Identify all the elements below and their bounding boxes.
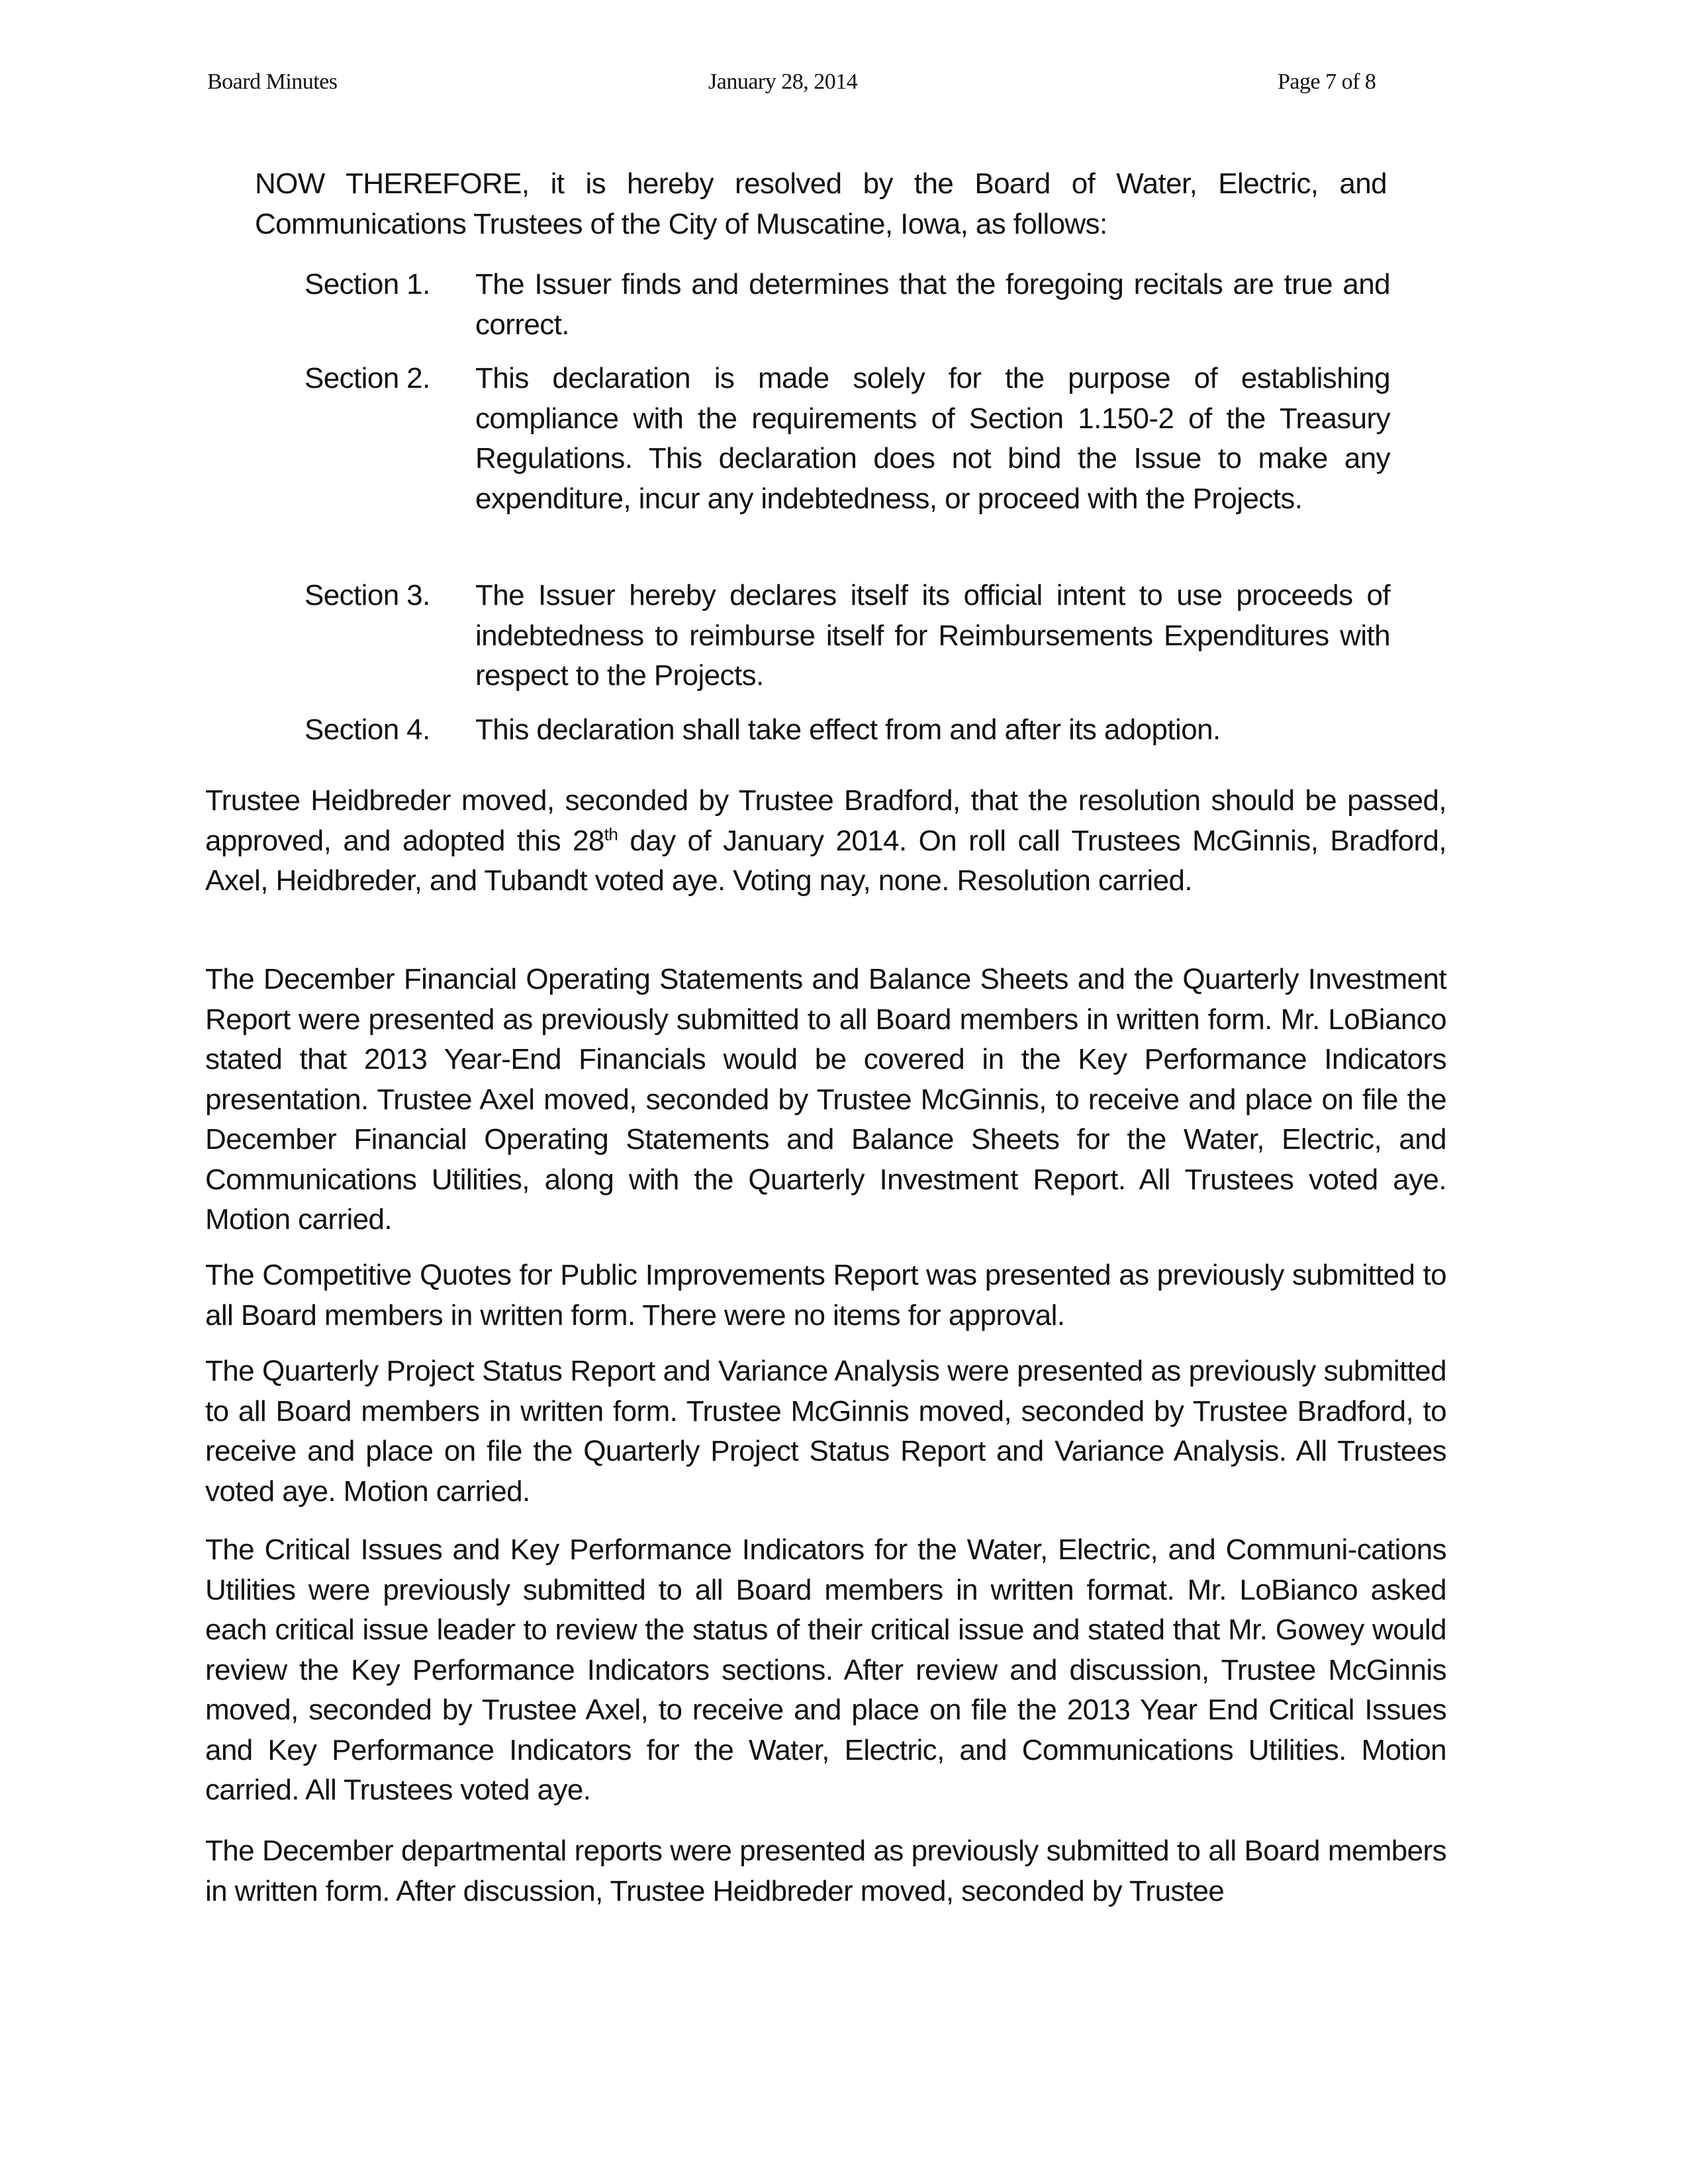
section-label: Section 1. [305,268,430,300]
section-label: Section 3. [305,579,430,612]
financial-statements-paragraph: The December Financial Operating Statements and Balance Sheets and the Quarterly Investment Report were presented as previously submitted to all Board members in written form. Mr. LoBianco stated that 2013 Year-End Financials would be covered in the Key Performance Indicators presentation. Trustee Axel moved, seconded by Trustee McGinnis, to receive and place on file the December Financial Operating Statements and Balance Sheets for the Water, Electric, and Communications Utilities, along with the Quarterly Investment Report. All Trustees voted aye. Motion carried. [205,963,1446,1236]
header-page-number: Page 7 of 8 [1278,69,1376,94]
critical-issues-paragraph: The Critical Issues and Key Performance Indicators for the Water, Electric, and Communi-cations Utilities were previously submitted to all Board members in written format. Mr. LoBianco asked each critical issue leader to review the status of their critical issue and stated that Mr. Gowey would review the Key Performance Indicators sections. After review and discussion, Trustee McGinnis moved, seconded by Trustee Axel, to receive and place on file the 2013 Year End Critical Issues and Key Performance Indicators for the Water, Electric, and Communications Utilities. Motion carried. All Trustees voted aye. [205,1533,1446,1806]
ordinal-suffix: th [604,823,618,844]
section-text: This declaration is made solely for the purpose of establishing compliance with the requirements of Section 1.150-2 of the Treasury Regulations. This declaration does not bind the Issue to make any expenditure, incur any indebtedness, or proceed with the Projects. [475,362,1390,515]
section-text: The Issuer finds and determines that the foregoing recitals are true and correct. [475,268,1390,341]
motion-text-start: Trustee Heidbreder moved, seconded by Trustee Bradford, that the resolution should be passed, approved, and adopted this 28 [205,784,1446,857]
competitive-quotes-paragraph: The Competitive Quotes for Public Improvements Report was presented as previously submitted to all Board members in written form. There were no items for approval. [205,1259,1446,1332]
resolution-preamble: NOW THEREFORE, it is hereby resolved by the Board of Water, Electric, and Communications Trustees of the City of Muscatine, Iowa, as follows: [255,167,1387,240]
section-text: This declaration shall take effect from and after its adoption. [475,713,1221,746]
resolution-section-2 [305,359,1390,519]
resolution-section-1 [305,265,1390,345]
motion-text-end: day of January 2014. On roll call Trustees McGinnis, Bradford, Axel, Heidbreder, and Tubandt voted aye. Voting nay, none. Resolution carried. [205,824,1446,897]
header-date: January 28, 2014 [708,69,858,94]
resolution-motion-paragraph [205,781,1446,901]
project-status-paragraph: The Quarterly Project Status Report and Variance Analysis were presented as previously submitted to all Board members in written form. Trustee McGinnis moved, seconded by Trustee Bradford, to receive and place on file the Quarterly Project Status Report and Variance Analysis. All Trustees voted aye. Motion carried. [205,1355,1446,1508]
section-label: Section 2. [305,362,430,394]
section-text: The Issuer hereby declares itself its official intent to use proceeds of indebtedness to reimburse itself for Reimbursements Expenditures with respect to the Projects. [475,579,1390,692]
departmental-reports-paragraph: The December departmental reports were presented as previously submitted to all Board members in written form. After discussion, Trustee Heidbreder moved, seconded by Trustee [205,1835,1446,1907]
resolution-section-3 [305,576,1390,696]
header-title: Board Minutes [207,69,338,94]
section-label: Section 4. [305,713,430,746]
resolution-section-4 [305,710,1390,751]
